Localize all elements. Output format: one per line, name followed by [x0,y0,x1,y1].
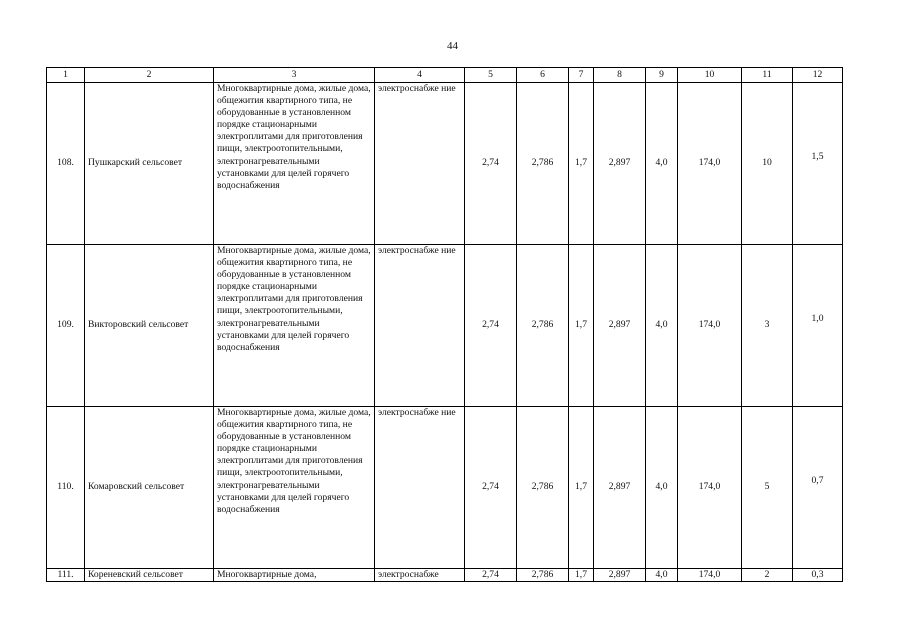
cell-col11: 5 [742,407,793,569]
cell-col9: 4,0 [646,83,678,245]
cell-col8: 2,897 [594,245,646,407]
row-number: 109. [47,245,85,407]
header-cell: 7 [569,68,594,83]
cell-col12-value: 1,5 [811,151,824,163]
cell-col6: 2,786 [517,569,569,582]
housing-description: Многоквартирные дома, жилые дома, общежития квартирного типа, не оборудованные в установленном порядке стационарными электроплитами для приготовления пищи, электроотопительными, электронагревательными установками для целей горячего водоснабжения [214,83,375,245]
cell-col6: 2,786 [517,407,569,569]
header-row [47,68,843,83]
housing-description: Многоквартирные дома, [214,569,375,582]
header-cell: 4 [375,68,465,83]
utility-type: электроснабже [375,569,465,582]
cell-col9: 4,0 [646,245,678,407]
cell-col10: 174,0 [678,407,742,569]
table-row [47,83,843,245]
housing-description: Многоквартирные дома, жилые дома, общежития квартирного типа, не оборудованные в установленном порядке стационарными электроплитами для приготовления пищи, электроотопительными, электронагревательными установками для целей горячего водоснабжения [214,245,375,407]
cell-col8: 2,897 [594,569,646,582]
cell-col12 [793,83,843,245]
cell-col8: 2,897 [594,83,646,245]
cell-col11: 2 [742,569,793,582]
settlement-name: Пушкарский сельсовет [85,83,214,245]
settlement-name: Кореневский сельсовет [85,569,214,582]
cell-col12 [793,245,843,407]
table-row [47,245,843,407]
cell-col9: 4,0 [646,407,678,569]
cell-col7: 1,7 [569,407,594,569]
row-number: 110. [47,407,85,569]
cell-col11: 10 [742,83,793,245]
row-number: 108. [47,83,85,245]
cell-col5: 2,74 [465,83,517,245]
cell-col12-value: 1,0 [811,313,824,325]
header-cell: 12 [793,68,843,83]
cell-col10: 174,0 [678,569,742,582]
cell-col8: 2,897 [594,407,646,569]
cell-col5: 2,74 [465,245,517,407]
header-cell: 3 [214,68,375,83]
page-number: 44 [447,40,458,52]
cell-col7: 1,7 [569,83,594,245]
housing-description: Многоквартирные дома, жилые дома, общежития квартирного типа, не оборудованные в установленном порядке стационарными электроплитами для приготовления пищи, электроотопительными, электронагревательными установками для целей горячего водоснабжения [214,407,375,569]
settlement-name: Викторовский сельсовет [85,245,214,407]
cell-col9: 4,0 [646,569,678,582]
header-cell: 8 [594,68,646,83]
header-cell: 5 [465,68,517,83]
cell-col7: 1,7 [569,245,594,407]
header-cell: 1 [47,68,85,83]
cell-col5: 2,74 [465,407,517,569]
cell-col10: 174,0 [678,83,742,245]
cell-col11: 3 [742,245,793,407]
utility-type: электроснабже ние [375,407,465,569]
utility-type: электроснабже ние [375,83,465,245]
utility-type: электроснабже ние [375,245,465,407]
cell-col12-value: 0,7 [811,475,824,487]
cell-col12 [793,407,843,569]
table-row [47,407,843,569]
cell-col7: 1,7 [569,569,594,582]
header-cell: 6 [517,68,569,83]
tariff-table [46,67,843,582]
settlement-name: Комаровский сельсовет [85,407,214,569]
cell-col12: 0,3 [793,569,843,582]
header-cell: 2 [85,68,214,83]
row-number: 111. [47,569,85,582]
header-cell: 10 [678,68,742,83]
table-row [47,569,843,582]
cell-col10: 174,0 [678,245,742,407]
header-cell: 11 [742,68,793,83]
header-cell: 9 [646,68,678,83]
cell-col6: 2,786 [517,245,569,407]
cell-col6: 2,786 [517,83,569,245]
cell-col5: 2,74 [465,569,517,582]
